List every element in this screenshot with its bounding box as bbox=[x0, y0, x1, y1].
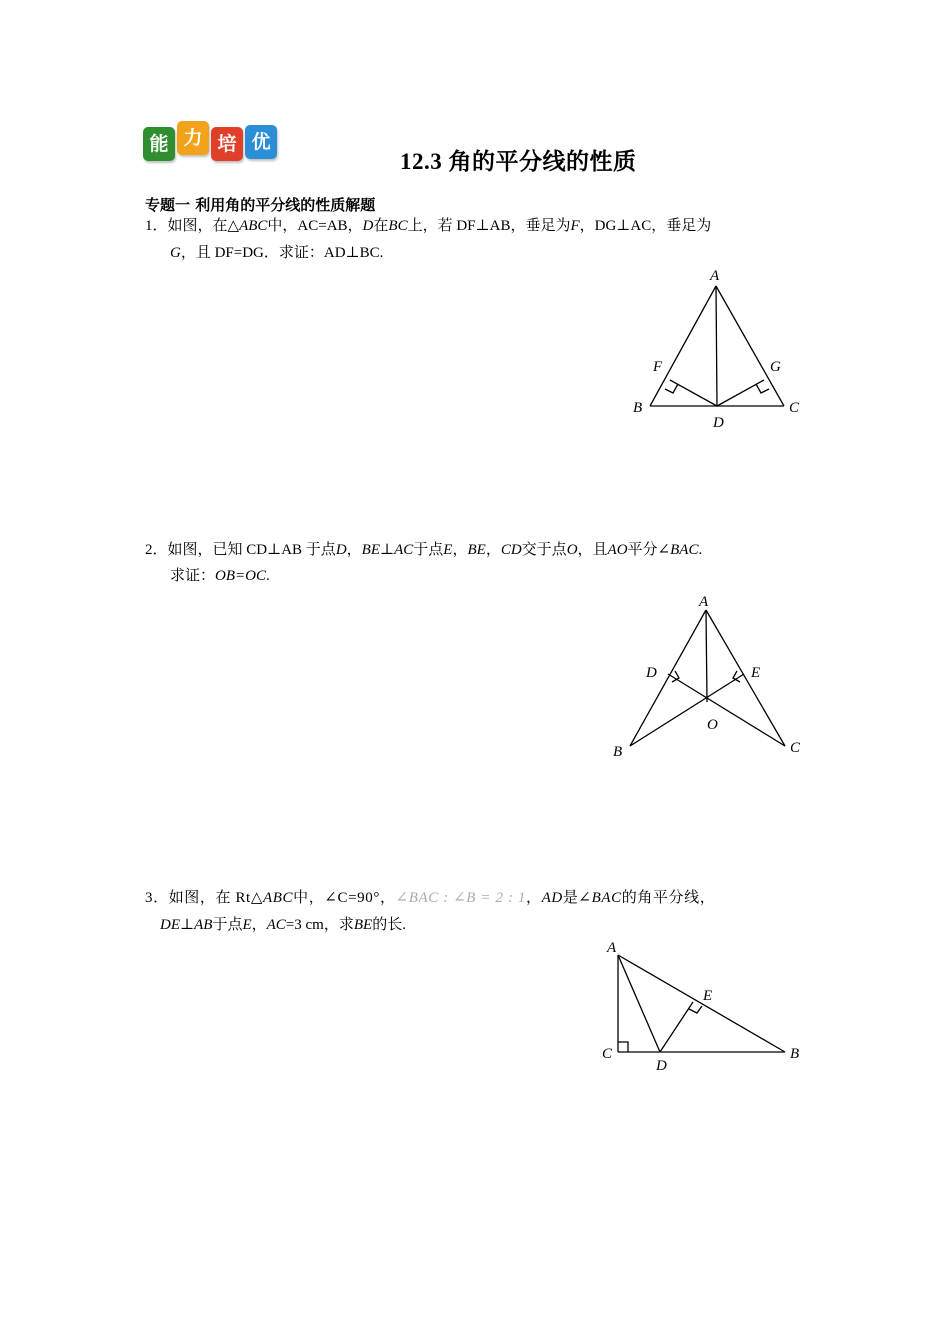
math-text: BAC bbox=[670, 542, 699, 558]
right-angle-G bbox=[756, 384, 769, 393]
segment-AB bbox=[630, 610, 706, 746]
text: 中，AC=AB， bbox=[267, 218, 363, 234]
text: 是∠ bbox=[562, 890, 592, 906]
label-E: E bbox=[751, 665, 761, 681]
text: 如图，已知 CD⊥AB 于点 bbox=[167, 542, 336, 558]
segment-AB bbox=[618, 955, 785, 1052]
problem-2-line-2 bbox=[170, 566, 270, 586]
label-D: D bbox=[713, 415, 724, 431]
label-B: B bbox=[633, 400, 643, 416]
label-C: C bbox=[790, 740, 801, 756]
problem-2-line-1 bbox=[145, 540, 702, 560]
text: ， bbox=[485, 542, 501, 558]
label-D: D bbox=[646, 665, 657, 681]
logo-tile: 优 bbox=[245, 125, 277, 159]
problem-3-line-1 bbox=[145, 888, 715, 908]
logo-tile: 力 bbox=[177, 121, 209, 155]
label-B: B bbox=[613, 744, 623, 760]
section-heading: 专题一 利用角的平分线的性质解题 bbox=[145, 196, 376, 214]
segment-DE bbox=[660, 1002, 693, 1052]
label-C: C bbox=[789, 400, 800, 416]
text: =3 cm，求 bbox=[285, 917, 354, 933]
text: 的长. bbox=[372, 917, 406, 933]
logo-tile: 培 bbox=[211, 127, 243, 161]
problem-number: 2． bbox=[145, 542, 168, 558]
math-text: D bbox=[335, 542, 347, 558]
text: . bbox=[698, 542, 703, 558]
math-text: BAC bbox=[591, 890, 622, 906]
label-A: A bbox=[699, 594, 709, 610]
math-text: CD bbox=[500, 542, 522, 558]
math-text: O bbox=[566, 542, 578, 558]
text: ，DG⊥AC，垂足为 bbox=[579, 218, 712, 234]
text: ， bbox=[452, 542, 468, 558]
label-O: O bbox=[707, 717, 718, 733]
logo-tile: 能 bbox=[143, 127, 175, 161]
problem-3-line-2 bbox=[160, 915, 406, 935]
text: 上，若 DF⊥AB，垂足为 bbox=[407, 218, 571, 234]
math-text: OB=OC bbox=[215, 568, 266, 584]
figure-1-lines bbox=[650, 286, 784, 406]
math-text: E bbox=[242, 917, 252, 933]
right-angle-C bbox=[618, 1042, 628, 1052]
label-D: D bbox=[656, 1058, 667, 1074]
text: 如图，在△ bbox=[167, 218, 240, 234]
segment-AC bbox=[706, 610, 785, 746]
text: ，且 bbox=[577, 542, 608, 558]
right-angle-E bbox=[689, 1006, 702, 1013]
ratio-formula: ∠BAC : ∠B = 2 : 1 bbox=[395, 890, 526, 906]
text: ，且 DF=DG．求证：AD⊥BC. bbox=[180, 245, 384, 261]
label-A: A bbox=[710, 268, 720, 284]
math-text: AO bbox=[607, 542, 628, 558]
segment-AB bbox=[650, 286, 716, 406]
text: 在 bbox=[373, 218, 389, 234]
segment-DG bbox=[717, 380, 764, 406]
math-text: ABC bbox=[239, 218, 268, 234]
math-text: AD bbox=[541, 890, 563, 906]
math-text: D bbox=[362, 218, 374, 234]
text: 交于点 bbox=[521, 542, 567, 558]
segment-AD bbox=[716, 286, 717, 406]
problem-number: 1． bbox=[145, 218, 168, 234]
segment-DF bbox=[670, 380, 717, 406]
label-F: F bbox=[653, 359, 663, 375]
label-B: B bbox=[790, 1046, 800, 1062]
math-text: F bbox=[570, 218, 580, 234]
text: ， bbox=[251, 917, 267, 933]
text: 中，∠C=90°， bbox=[293, 890, 396, 906]
math-text: BE⊥AC bbox=[361, 542, 414, 558]
text: 求证： bbox=[170, 568, 216, 584]
math-text: BE bbox=[353, 917, 373, 933]
math-text: ABC bbox=[262, 890, 294, 906]
text: 平分∠ bbox=[627, 542, 671, 558]
page-title: 12.3 角的平分线的性质 bbox=[400, 149, 637, 174]
label-C: C bbox=[602, 1046, 613, 1062]
text: . bbox=[265, 568, 270, 584]
math-text: E bbox=[443, 542, 453, 558]
segment-AO bbox=[706, 610, 707, 702]
text: ， bbox=[526, 890, 542, 906]
math-text: G bbox=[170, 245, 181, 261]
math-text: DE⊥AB bbox=[160, 917, 213, 933]
text: 于点 bbox=[212, 917, 243, 933]
text: 的角平分线， bbox=[621, 890, 716, 906]
math-text: BE bbox=[467, 542, 486, 558]
segment-AD bbox=[618, 955, 660, 1052]
label-A: A bbox=[607, 940, 617, 956]
label-E: E bbox=[703, 988, 713, 1004]
math-text: BC bbox=[388, 218, 408, 234]
text: ， bbox=[346, 542, 362, 558]
problem-number: 3． bbox=[145, 890, 169, 906]
figure-3-lines bbox=[618, 955, 785, 1052]
text: 如图，在 Rt△ bbox=[168, 890, 263, 906]
label-G: G bbox=[770, 359, 781, 375]
right-angle-F bbox=[665, 384, 678, 393]
math-text: AC bbox=[266, 917, 286, 933]
text: 于点 bbox=[413, 542, 444, 558]
